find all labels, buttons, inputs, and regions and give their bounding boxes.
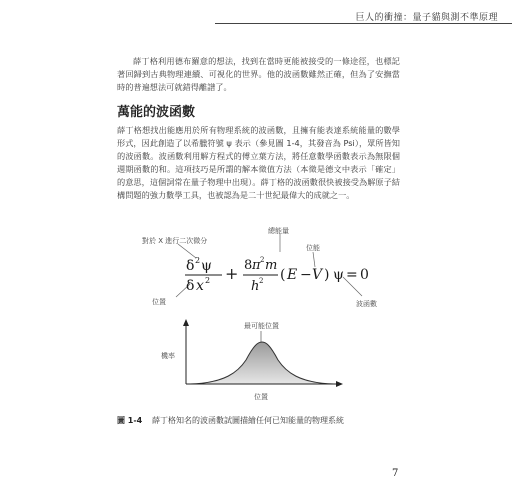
label-wave-function: 波函數 [356, 300, 377, 308]
svg-text:+: + [225, 264, 239, 283]
label-position-eq: 位置 [152, 298, 166, 306]
label-position-axis: 位置 [254, 393, 268, 401]
svg-text:δ: δ [186, 258, 195, 274]
svg-text:x: x [196, 278, 204, 294]
svg-text:2: 2 [259, 277, 264, 285]
paragraph-1: 薛丁格利用德布羅意的想法，找到在當時更能被接受的一條途徑，也標記著回歸到古典物理連續、可視化的世界。他的波函數雖然正確，但為了安撫當時的普遍想法可就錯得離譜了。 [117, 56, 400, 92]
svg-text:−: − [300, 267, 312, 283]
svg-text:h: h [251, 279, 260, 294]
svg-text:π: π [252, 258, 261, 273]
section-title: 萬能的波函數 [117, 105, 196, 120]
label-probability: 機率 [161, 352, 175, 360]
bell-curve [190, 342, 334, 384]
label-total-energy: 總能量 [268, 227, 289, 235]
label-potential: 位能 [306, 244, 320, 252]
svg-text:ψ: ψ [333, 267, 344, 283]
svg-text:V: V [312, 267, 323, 283]
svg-text:=: = [346, 267, 358, 283]
svg-text:m: m [265, 258, 278, 273]
y-axis-arrow [183, 319, 189, 326]
svg-text:ψ: ψ [201, 258, 212, 274]
svg-text:E: E [287, 267, 298, 283]
x-axis-arrow [336, 381, 343, 387]
figure-caption-number: 圖 1-4 [117, 416, 143, 425]
page-number: 7 [392, 468, 399, 479]
label-most-likely: 最可能位置 [244, 322, 279, 330]
svg-text:2: 2 [195, 256, 201, 265]
svg-text:8: 8 [244, 258, 253, 273]
label-second-derivative: 對於 X 進行二次微分 [142, 237, 208, 245]
figure-caption-text: 薛丁格知名的波函數試圖描繪任何已知能量的物理系統 [152, 416, 344, 425]
running-head: 巨人的衝撞：量子貓與測不準原理 [355, 13, 498, 23]
paragraph-2: 薛丁格想找出能應用於所有物理系統的波函數，且擁有能表達系統能量的數學形式，因此創造了以希臘符號 ψ 表示（參見圖 1-4，其發音為 Psi），眾所皆知的波函數。波函數利用解方程式的傅立葉方法，將任意數學函數表示為無限個週期函數的和。這項技巧是所謂的解本徵值方法（本徵是德文中表示「確定」的意思，這個詞常在量子物理中出現）。薛丁格的波函數很快被接受為解原子結構問題的強力數學工具，也被認為是二十世紀最偉大的成就之一。 [117, 125, 400, 200]
svg-text:(: ( [280, 267, 286, 283]
svg-text:): ) [324, 267, 330, 283]
svg-text:2: 2 [260, 256, 265, 264]
svg-text:δ: δ [186, 278, 195, 294]
svg-text:0: 0 [360, 267, 369, 283]
svg-text:2: 2 [205, 276, 211, 285]
